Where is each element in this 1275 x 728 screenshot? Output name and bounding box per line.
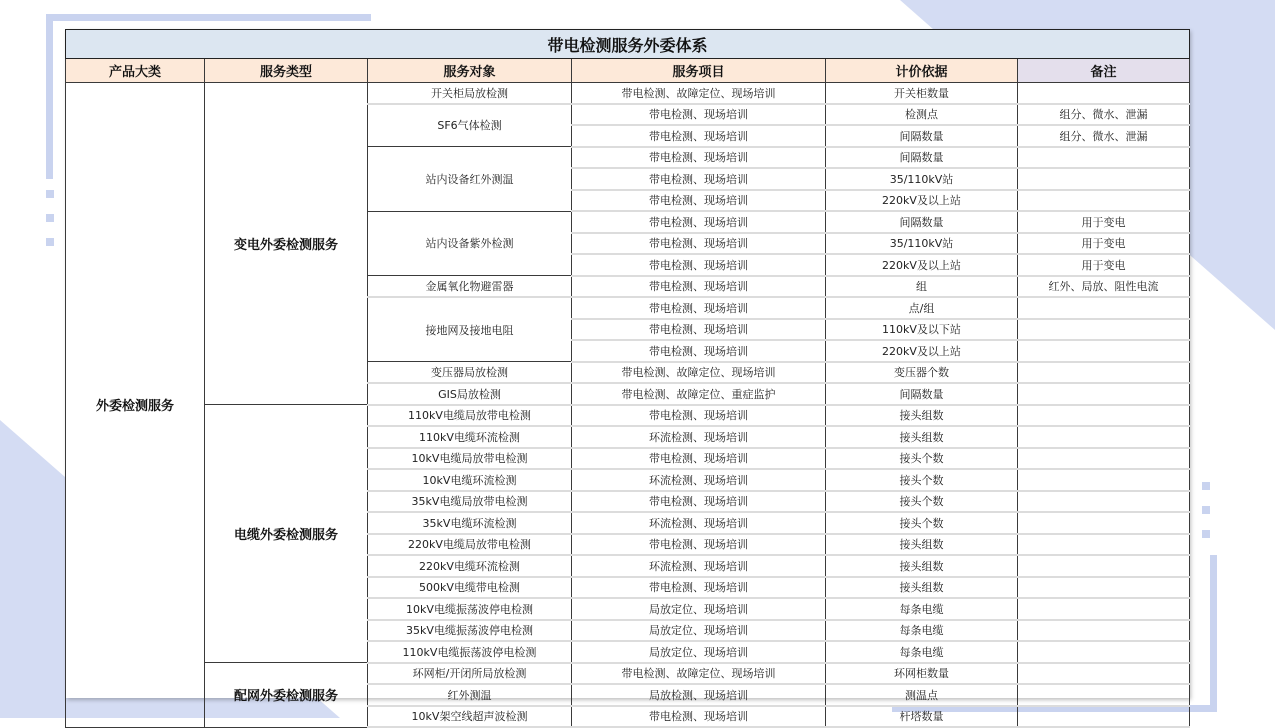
pricing-basis-cell: 接头组数 bbox=[826, 534, 1018, 556]
service-object-cell: GIS局放检测 bbox=[368, 383, 572, 405]
service-object-cell: 10kV电缆振荡波停电检测 bbox=[368, 598, 572, 620]
service-item-cell: 带电检测、现场培训 bbox=[572, 211, 826, 233]
service-item-cell: 带电检测、现场培训 bbox=[572, 168, 826, 190]
pricing-basis-cell: 接头个数 bbox=[826, 512, 1018, 534]
remarks-cell: 用于变电 bbox=[1018, 233, 1190, 255]
remarks-cell: 红外、局放、阻性电流 bbox=[1018, 276, 1190, 298]
service-object-cell: 220kV电缆环流检测 bbox=[368, 555, 572, 577]
service-item-cell: 环流检测、现场培训 bbox=[572, 555, 826, 577]
header-remarks: 备注 bbox=[1018, 59, 1190, 83]
service-item-cell: 带电检测、故障定位、现场培训 bbox=[572, 663, 826, 685]
remarks-cell: 用于变电 bbox=[1018, 254, 1190, 276]
service-object-cell: 10kV电缆环流检测 bbox=[368, 469, 572, 491]
remarks-cell bbox=[1018, 555, 1190, 577]
remarks-cell: 用于变电 bbox=[1018, 211, 1190, 233]
service-object-cell: 红外测温 bbox=[368, 684, 572, 706]
pricing-basis-cell: 环网柜数量 bbox=[826, 663, 1018, 685]
pricing-basis-cell: 35/110kV站 bbox=[826, 233, 1018, 255]
table-title: 带电检测服务外委体系 bbox=[66, 30, 1190, 59]
service-object-cell: 110kV电缆局放带电检测 bbox=[368, 405, 572, 427]
pricing-basis-cell: 220kV及以上站 bbox=[826, 340, 1018, 362]
service-object-cell: 110kV电缆环流检测 bbox=[368, 426, 572, 448]
service-type-cell: 电缆外委检测服务 bbox=[205, 405, 368, 663]
service-object-cell: 站内设备红外测温 bbox=[368, 147, 572, 212]
background-dot bbox=[46, 214, 54, 222]
service-item-cell: 环流检测、现场培训 bbox=[572, 512, 826, 534]
pricing-basis-cell: 35/110kV站 bbox=[826, 168, 1018, 190]
table-row bbox=[66, 83, 1190, 104]
pricing-basis-cell: 接头个数 bbox=[826, 448, 1018, 470]
service-object-cell: 35kV电缆局放带电检测 bbox=[368, 491, 572, 513]
service-item-cell: 带电检测、现场培训 bbox=[572, 254, 826, 276]
category-cell: 外委检测服务 bbox=[66, 83, 205, 728]
service-item-cell: 局放定位、现场培训 bbox=[572, 598, 826, 620]
service-item-cell: 带电检测、现场培训 bbox=[572, 125, 826, 147]
service-item-cell: 带电检测、现场培训 bbox=[572, 706, 826, 728]
remarks-cell bbox=[1018, 340, 1190, 362]
service-item-cell: 环流检测、现场培训 bbox=[572, 469, 826, 491]
service-object-cell: 接地网及接地电阻 bbox=[368, 297, 572, 362]
remarks-cell bbox=[1018, 83, 1190, 104]
pricing-basis-cell: 测温点 bbox=[826, 684, 1018, 706]
service-item-cell: 带电检测、现场培训 bbox=[572, 448, 826, 470]
remarks-cell bbox=[1018, 641, 1190, 663]
service-object-cell: 环网柜/开闭所局放检测 bbox=[368, 663, 572, 685]
service-item-cell: 带电检测、故障定位、现场培训 bbox=[572, 83, 826, 104]
service-type-cell: 变电外委检测服务 bbox=[205, 83, 368, 405]
remarks-cell bbox=[1018, 168, 1190, 190]
remarks-cell bbox=[1018, 362, 1190, 384]
table-row bbox=[66, 663, 1190, 685]
service-table bbox=[65, 29, 1190, 728]
pricing-basis-cell: 接头组数 bbox=[826, 405, 1018, 427]
service-item-cell: 带电检测、故障定位、重症监护 bbox=[572, 383, 826, 405]
background-dot bbox=[1202, 506, 1210, 514]
pricing-basis-cell: 组 bbox=[826, 276, 1018, 298]
remarks-cell bbox=[1018, 620, 1190, 642]
pricing-basis-cell: 接头组数 bbox=[826, 555, 1018, 577]
pricing-basis-cell: 每条电缆 bbox=[826, 641, 1018, 663]
header-service-object: 服务对象 bbox=[368, 59, 572, 83]
pricing-basis-cell: 间隔数量 bbox=[826, 147, 1018, 169]
remarks-cell bbox=[1018, 684, 1190, 706]
remarks-cell bbox=[1018, 297, 1190, 319]
service-item-cell: 带电检测、现场培训 bbox=[572, 190, 826, 212]
service-object-cell: 35kV电缆环流检测 bbox=[368, 512, 572, 534]
pricing-basis-cell: 杆塔数量 bbox=[826, 706, 1018, 728]
service-item-cell: 环流检测、现场培训 bbox=[572, 426, 826, 448]
service-item-cell: 带电检测、现场培训 bbox=[572, 405, 826, 427]
pricing-basis-cell: 接头个数 bbox=[826, 469, 1018, 491]
pricing-basis-cell: 110kV及以下站 bbox=[826, 319, 1018, 341]
remarks-cell bbox=[1018, 383, 1190, 405]
remarks-cell bbox=[1018, 426, 1190, 448]
header-service-type: 服务类型 bbox=[205, 59, 368, 83]
table-row bbox=[66, 405, 1190, 427]
remarks-cell bbox=[1018, 147, 1190, 169]
service-object-cell: 35kV电缆振荡波停电检测 bbox=[368, 620, 572, 642]
remarks-cell bbox=[1018, 706, 1190, 728]
service-item-cell: 带电检测、现场培训 bbox=[572, 491, 826, 513]
pricing-basis-cell: 接头组数 bbox=[826, 426, 1018, 448]
pricing-basis-cell: 接头组数 bbox=[826, 577, 1018, 599]
service-object-cell: 500kV电缆带电检测 bbox=[368, 577, 572, 599]
header-pricing-basis: 计价依据 bbox=[826, 59, 1018, 83]
pricing-basis-cell: 变压器个数 bbox=[826, 362, 1018, 384]
pricing-basis-cell: 间隔数量 bbox=[826, 383, 1018, 405]
remarks-cell bbox=[1018, 405, 1190, 427]
service-object-cell: SF6气体检测 bbox=[368, 104, 572, 147]
service-item-cell: 带电检测、现场培训 bbox=[572, 233, 826, 255]
service-item-cell: 局放定位、现场培训 bbox=[572, 641, 826, 663]
remarks-cell bbox=[1018, 534, 1190, 556]
header-service-item: 服务项目 bbox=[572, 59, 826, 83]
service-item-cell: 带电检测、现场培训 bbox=[572, 276, 826, 298]
pricing-basis-cell: 220kV及以上站 bbox=[826, 190, 1018, 212]
service-object-cell: 220kV电缆局放带电检测 bbox=[368, 534, 572, 556]
service-item-cell: 带电检测、现场培训 bbox=[572, 297, 826, 319]
remarks-cell bbox=[1018, 190, 1190, 212]
remarks-cell bbox=[1018, 598, 1190, 620]
pricing-basis-cell: 开关柜数量 bbox=[826, 83, 1018, 104]
pricing-basis-cell: 间隔数量 bbox=[826, 211, 1018, 233]
service-item-cell: 带电检测、现场培训 bbox=[572, 534, 826, 556]
service-item-cell: 带电检测、现场培训 bbox=[572, 577, 826, 599]
remarks-cell bbox=[1018, 512, 1190, 534]
remarks-cell bbox=[1018, 448, 1190, 470]
table-body bbox=[66, 83, 1190, 728]
service-object-cell: 开关柜局放检测 bbox=[368, 83, 572, 104]
background-dot bbox=[46, 190, 54, 198]
remarks-cell bbox=[1018, 319, 1190, 341]
service-item-cell: 局放定位、现场培训 bbox=[572, 620, 826, 642]
background-dot bbox=[1202, 482, 1210, 490]
remarks-cell bbox=[1018, 469, 1190, 491]
pricing-basis-cell: 间隔数量 bbox=[826, 125, 1018, 147]
pricing-basis-cell: 检测点 bbox=[826, 104, 1018, 126]
service-object-cell: 10kV架空线超声波检测 bbox=[368, 706, 572, 728]
background-dot bbox=[46, 238, 54, 246]
remarks-cell: 组分、微水、泄漏 bbox=[1018, 125, 1190, 147]
header-category: 产品大类 bbox=[66, 59, 205, 83]
pricing-basis-cell: 点/组 bbox=[826, 297, 1018, 319]
service-type-cell: 配网外委检测服务 bbox=[205, 663, 368, 728]
remarks-cell bbox=[1018, 577, 1190, 599]
service-item-cell: 带电检测、故障定位、现场培训 bbox=[572, 362, 826, 384]
service-item-cell: 带电检测、现场培训 bbox=[572, 147, 826, 169]
service-item-cell: 带电检测、现场培训 bbox=[572, 319, 826, 341]
pricing-basis-cell: 接头个数 bbox=[826, 491, 1018, 513]
service-item-cell: 带电检测、现场培训 bbox=[572, 104, 826, 126]
spreadsheet-slide bbox=[65, 29, 1189, 724]
service-object-cell: 110kV电缆振荡波停电检测 bbox=[368, 641, 572, 663]
service-item-cell: 局放检测、现场培训 bbox=[572, 684, 826, 706]
service-object-cell: 变压器局放检测 bbox=[368, 362, 572, 384]
remarks-cell: 组分、微水、泄漏 bbox=[1018, 104, 1190, 126]
pricing-basis-cell: 每条电缆 bbox=[826, 598, 1018, 620]
service-object-cell: 10kV电缆局放带电检测 bbox=[368, 448, 572, 470]
service-object-cell: 站内设备紫外检测 bbox=[368, 211, 572, 276]
remarks-cell bbox=[1018, 491, 1190, 513]
service-object-cell: 金属氧化物避雷器 bbox=[368, 276, 572, 298]
service-item-cell: 带电检测、现场培训 bbox=[572, 340, 826, 362]
pricing-basis-cell: 每条电缆 bbox=[826, 620, 1018, 642]
pricing-basis-cell: 220kV及以上站 bbox=[826, 254, 1018, 276]
background-dot bbox=[1202, 530, 1210, 538]
remarks-cell bbox=[1018, 663, 1190, 685]
